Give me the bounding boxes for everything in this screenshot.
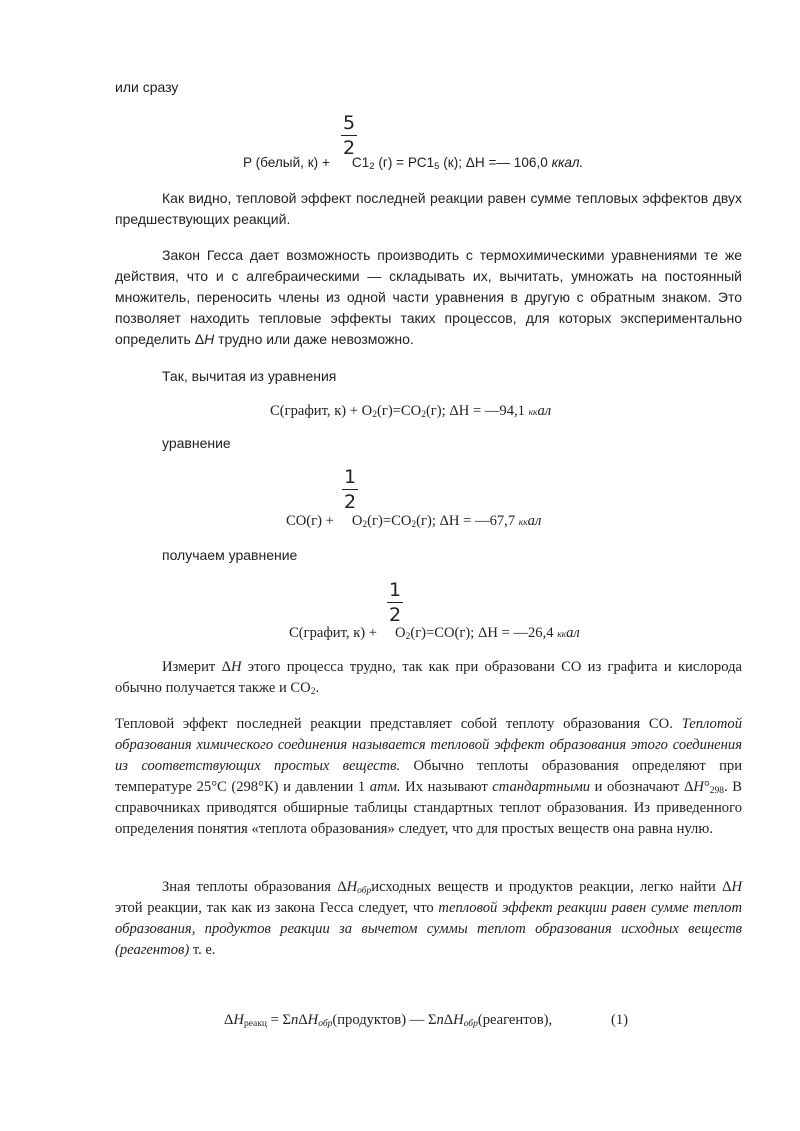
equation-graphite-co2: C(графит, $к) + O_2(г)=CO_2(г)$; ΔH = —94,1 ккал bbox=[270, 403, 552, 420]
text-subtract: Так, вычитая из уравнения bbox=[162, 368, 337, 384]
fraction-denominator: 2 bbox=[343, 491, 357, 513]
equation-graphite-co: C(графит, $к) + O_2(г)=CO(г)$; ΔH = —26,4 ккал bbox=[289, 625, 580, 642]
formula-number: (1) bbox=[611, 1012, 629, 1028]
fraction-denominator: 2 bbox=[342, 137, 356, 159]
paragraph-hess-sum: Как видно, тепловой эффект последней реакции равен сумме тепловых эффектов двух предшествующих реакций. bbox=[115, 190, 742, 227]
paragraph-hess-law: Закон Гесса дает возможность производить с термохимическими уравнениями те же действия, что и с алгебраическими — складывать их, вычитать, умножать на постоянный множитель, переносить члены из одной части уравнения в другую с обратным знаком. Это позволяет находить тепловые эффекты таких процессов, для которых экспериментально определить ΔH трудно или даже невозможно. bbox=[115, 247, 742, 347]
formula-hess-law: $\Delta H_{реакц}$ = ΣnΔH$_{обр}$(продуктов) — ΣnΔH$_{обр}$(реагентов), bbox=[224, 1012, 553, 1029]
fraction-numerator: 1 bbox=[388, 579, 402, 601]
text-obtain: получаем уравнение bbox=[162, 547, 298, 563]
equation-co-co2: $CO(г) + O_2(г)=CO_2(г)$; ΔH = —67,7 ккал bbox=[286, 513, 542, 530]
fraction-bar bbox=[341, 135, 357, 136]
fraction-numerator: 1 bbox=[343, 466, 357, 488]
fraction-one-half bbox=[340, 466, 360, 513]
definition-heat-of-formation: Теплотой образования химического соединения называется тепловой эффект образования этого соединения из соответствующих простых веществ. bbox=[115, 716, 742, 774]
fraction-five-halves bbox=[339, 112, 359, 159]
paragraph-measure: Измерит ΔH этого процесса трудно, так как при образовани СО из графита и кислорода обычно получается также и $СО_2$. bbox=[115, 659, 742, 697]
fraction-numerator: 5 bbox=[342, 112, 356, 134]
fraction-denominator: 2 bbox=[388, 604, 402, 626]
fraction-one-half-2 bbox=[385, 579, 405, 626]
intro-text: или сразу bbox=[115, 79, 179, 95]
text-equation: уравнение bbox=[162, 435, 231, 451]
fraction-bar bbox=[387, 602, 403, 603]
paragraph-heat-of-formation: Тепловой эффект последней реакции представляет собой теплоту образования СО. Теплотой образования химического соединения называется тепловой эффект образования этого соединения из соответствующих простых веществ. Обычно теплоты образования определяют при температуре 25°С (298°К) и давлении 1 атм. Их называют стандартными и обозначают $\Delta H^\circ_{298}$. В справочниках приводятся обширные таблицы стандартных теплот образования. Из приведенного определения понятия «теплота образования» следует, что для простых веществ она равна нулю. bbox=[115, 716, 743, 837]
paragraph-knowing: Зная теплоты образования $\Delta H_{обр}исходных$ веществ и продуктов реакции, легко найти ΔH этой реакции, так как из закона Гесса следует, что тепловой эффект реакции равен сумме теплот образования, продуктов реакции за вычетом суммы теплот образования исходных веществ (реагентов) т. е. bbox=[115, 879, 743, 958]
fraction-bar bbox=[342, 489, 358, 490]
equation-phosphorus: P (белый, $к) + C1_2$ $(г) = РС1_5$ (к); ΔH =— 106,0 ккал. bbox=[243, 155, 584, 172]
